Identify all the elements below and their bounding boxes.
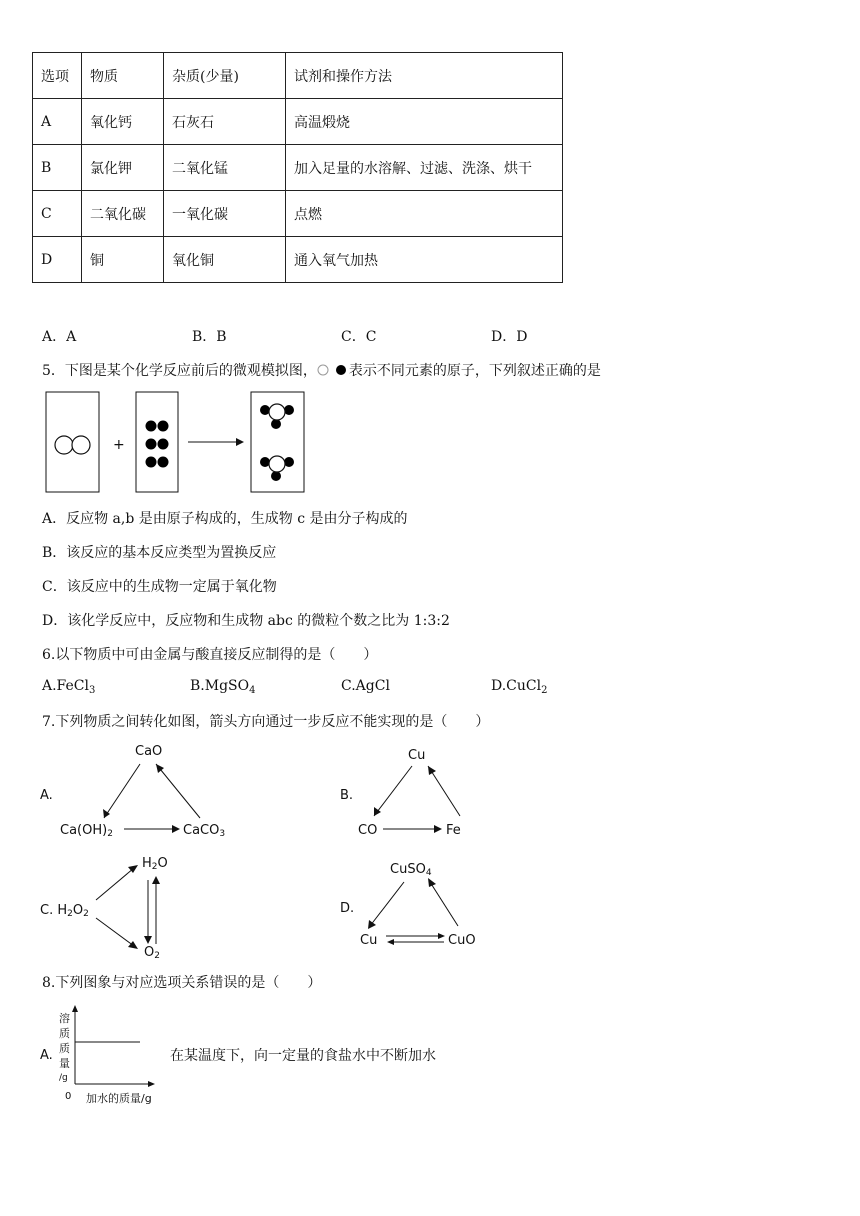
atom-legend-icon [317, 363, 349, 377]
q7b-top: Cu [408, 748, 426, 763]
arrow-head-icon [236, 438, 244, 446]
q7d-right: CuO [448, 933, 476, 948]
black-atom-icon [158, 439, 169, 450]
table-row [33, 191, 563, 237]
q4-option-a: A．A [42, 329, 77, 345]
arrow-line [370, 882, 404, 926]
y-axis-label-char: 溶 [59, 1012, 70, 1025]
y-axis-label-char: 质 [59, 1027, 70, 1040]
white-atom-icon [72, 436, 90, 454]
q7b-right: Fe [446, 823, 461, 838]
arrow-line [374, 766, 412, 816]
q8-stem: 8.下列图象与对应选项关系错误的是（ ） [42, 975, 322, 991]
q7b-left: CO [358, 823, 378, 838]
q6-stem: 6.以下物质中可由金属与酸直接反应制得的是（ ） [42, 647, 378, 663]
table-header-cell: 试剂和操作方法 [286, 53, 563, 99]
arrow-head-icon [438, 933, 445, 939]
arrow-head-icon [144, 936, 152, 944]
q7c-bottom: O2 [144, 945, 160, 960]
q6-option-b [190, 678, 255, 696]
q7-diagram-d [338, 852, 498, 952]
q4-table [32, 52, 563, 283]
q7c-top: H2O [142, 856, 168, 872]
subscript: 2 [541, 685, 548, 696]
subscript: 3 [88, 685, 96, 696]
q7c-label: C. H2O2 [40, 903, 89, 919]
black-atom-icon [158, 421, 169, 432]
y-axis-label-char: 质 [59, 1042, 70, 1055]
arrow-head-icon [387, 939, 394, 945]
white-atom-icon [55, 436, 73, 454]
product-molecule-1 [260, 404, 294, 429]
table-cell: A [33, 99, 82, 145]
table-row [33, 145, 563, 191]
q7-diagram-a [38, 738, 238, 840]
arrow-head-icon [152, 876, 160, 884]
table-cell: B [33, 145, 82, 191]
q7a-label: A. [40, 788, 53, 803]
q7-diagram-b [338, 740, 498, 840]
table-cell: 铜 [82, 237, 164, 283]
product-molecule-2 [260, 456, 294, 481]
table-header-row [33, 53, 563, 99]
q4-option-c: C．C [341, 329, 377, 345]
subscript: 4 [249, 685, 256, 696]
table-cell: 二氧化锰 [164, 145, 286, 191]
black-atom-icon [146, 421, 157, 432]
q5-option-b: B．该反应的基本反应类型为置换反应 [42, 545, 277, 561]
table-cell: 通入氧气加热 [286, 237, 563, 283]
y-axis-label-char: /g [59, 1073, 68, 1083]
arrow-line [96, 868, 134, 900]
table-row [33, 237, 563, 283]
q7a-top: CaO [135, 744, 163, 759]
arrow-head-icon [434, 825, 442, 833]
q7d-label: D. [340, 901, 355, 916]
q5-option-c: C．该反应中的生成物一定属于氧化物 [42, 579, 277, 595]
table-cell: 二氧化碳 [82, 191, 164, 237]
table-cell: 加入足量的水溶解、过滤、洗涤、烘干 [286, 145, 563, 191]
table-cell: 石灰石 [164, 99, 286, 145]
q5-reaction-diagram [40, 388, 310, 498]
q7a-right: CaCO3 [183, 823, 226, 839]
q5-option-a: A．反应物 a,b 是由原子构成的，生成物 c 是由分子构成的 [42, 511, 408, 527]
q6-option-c [341, 678, 390, 694]
table-cell: 高温煅烧 [286, 99, 563, 145]
q8-graph-a [38, 1004, 178, 1108]
arrow-head-icon [428, 766, 436, 775]
q7a-left: Ca(OH)2 [60, 823, 113, 839]
q7-diagram-c [38, 848, 198, 960]
q5-stem [42, 360, 601, 380]
plus-sign: + [113, 437, 125, 453]
q6-option-a [42, 678, 95, 696]
origin-label: 0 [65, 1091, 72, 1102]
black-atom-icon [146, 457, 157, 468]
q4-option-b: B．B [192, 329, 227, 345]
q4-option-d: D．D [491, 329, 528, 345]
table-cell: 点燃 [286, 191, 563, 237]
table-header-cell: 物质 [82, 53, 164, 99]
q6-option-a-text: A.FeCl [42, 678, 89, 694]
q5-option-d: D．该化学反应中，反应物和生成物 abc 的微粒个数之比为 1:3:2 [42, 613, 450, 629]
arrow-line [104, 764, 140, 818]
table-cell: 一氧化碳 [164, 191, 286, 237]
q6-option-d [491, 678, 547, 696]
x-axis-label: 加水的质量/g [86, 1092, 152, 1105]
arrow-head-icon [172, 825, 180, 833]
q7d-left: Cu [360, 933, 378, 948]
q6-option-b-text: B.MgSO [190, 678, 250, 694]
arrow-head-icon [368, 920, 376, 929]
q8a-label: A. [40, 1048, 53, 1063]
arrow-head-icon [428, 878, 436, 887]
q7b-label: B. [340, 788, 354, 803]
q7d-top: CuSO4 [390, 862, 432, 878]
table-header-cell: 杂质(少量) [164, 53, 286, 99]
table-cell: 氧化铜 [164, 237, 286, 283]
table-cell: C [33, 191, 82, 237]
arrow-line [430, 882, 458, 926]
arrow-line [156, 764, 200, 818]
q6-option-d-text: D.CuCl [491, 678, 542, 694]
black-atom-icon [158, 457, 169, 468]
table-row [33, 99, 563, 145]
q7-stem: 7.下列物质之间转化如图，箭头方向通过一步反应不能实现的是（ ） [42, 714, 490, 730]
arrow-line [428, 766, 460, 816]
table-cell: 氧化钙 [82, 99, 164, 145]
table-cell: D [33, 237, 82, 283]
q8-option-a-desc: 在某温度下，向一定量的食盐水中不断加水 [170, 1048, 436, 1064]
black-atom-icon [146, 439, 157, 450]
arrow-line [96, 918, 134, 946]
q5-stem-part2: 表示不同元素的原子，下列叙述正确的是 [348, 363, 601, 379]
table-cell: 氯化钾 [82, 145, 164, 191]
q5-stem-part1: 5．下图是某个化学反应前后的微观模拟图， [42, 363, 317, 379]
y-axis-label-char: 量 [59, 1057, 70, 1070]
reactant-b-box [136, 392, 178, 492]
table-header-cell: 选项 [33, 53, 82, 99]
q6-option-c-text: C.AgCl [341, 678, 390, 694]
axis-arrow-icon [72, 1005, 78, 1012]
axis-arrow-icon [148, 1081, 155, 1087]
